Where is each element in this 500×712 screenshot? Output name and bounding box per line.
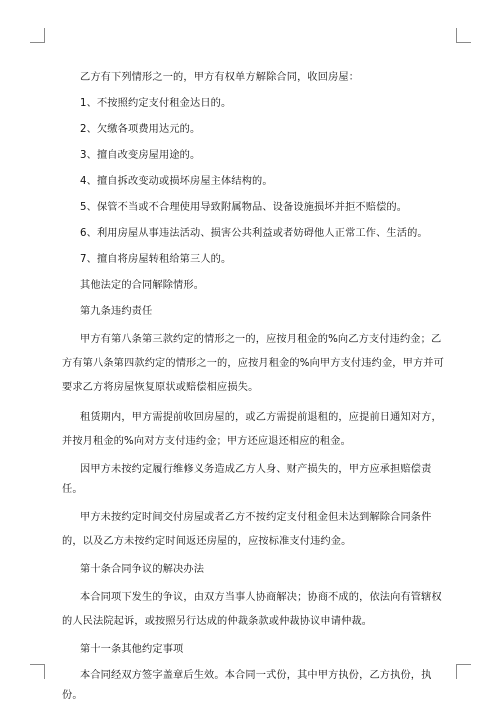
termination-item-4: 4、擅自拆改变动或损坏房屋主体结构的。 bbox=[80, 176, 273, 187]
termination-item-3: 3、擅自改变房屋用途的。 bbox=[80, 150, 201, 161]
termination-item-2: 2、欠缴各项费用达元的。 bbox=[80, 124, 201, 135]
document-body bbox=[62, 68, 446, 712]
section-9-heading: 第九条违约责任 bbox=[80, 306, 153, 317]
section-9-paragraph-4: 甲方未按约定时间交付房屋或者乙方不按约定支付租金但未达到解除合同条件的，以及乙方未按约定时间返还房屋的，应按标准支付违约金。 bbox=[62, 512, 432, 547]
termination-item-7: 7、擅自将房屋转租给第三人的。 bbox=[80, 254, 232, 265]
section-9-paragraph-3: 因甲方未按约定履行维修义务造成乙方人身、财产损失的，甲方应承担赔偿责任。 bbox=[62, 464, 432, 495]
termination-item-1: 1、不按照约定支付租金达日的。 bbox=[80, 98, 232, 109]
section-9-paragraph-2: 租赁期内，甲方需提前收回房屋的，或乙方需提前退租的，应提前日通知对方，并按月租金的%向对方支付违约金；甲方还应退还相应的租金。 bbox=[62, 412, 442, 447]
crop-mark-bottom-right bbox=[456, 664, 471, 679]
crop-mark-top-left bbox=[30, 28, 45, 43]
section-10-paragraph: 本合同项下发生的争议，由双方当事人协商解决；协商不成的，依法向有管辖权的人民法院起诉，或按照另行达成的仲裁条款或仲裁协议申请仲裁。 bbox=[62, 592, 442, 627]
section-9-paragraph-1: 甲方有第八条第三款约定的情形之一的，应按月租金的%向乙方支付违约金；乙方有第八条第四款约定的情形之一的，应按月租金的%向甲方支付违约金，甲方并可要求乙方将房屋恢复原状或赔偿相应损失。 bbox=[62, 334, 444, 393]
section-11-paragraph: 本合同经双方签字盖章后生效。本合同一式份，其中甲方执份，乙方执份，执份。 bbox=[62, 670, 432, 701]
section-11-heading: 第十一条其他约定事项 bbox=[80, 644, 184, 655]
termination-item-6: 6、利用房屋从事违法活动、损害公共利益或者妨碍他人正常工作、生活的。 bbox=[80, 228, 428, 239]
crop-mark-bottom-left bbox=[30, 664, 45, 679]
termination-intro: 乙方有下列情形之一的，甲方有权单方解除合同，收回房屋： bbox=[80, 72, 360, 83]
termination-other: 其他法定的合同解除情形。 bbox=[80, 280, 205, 291]
section-10-heading: 第十条合同争议的解决办法 bbox=[80, 564, 205, 575]
crop-mark-top-right bbox=[456, 28, 471, 43]
termination-item-5: 5、保管不当或不合理使用导致附属物品、设备设施损坏并拒不赔偿的。 bbox=[80, 202, 408, 213]
